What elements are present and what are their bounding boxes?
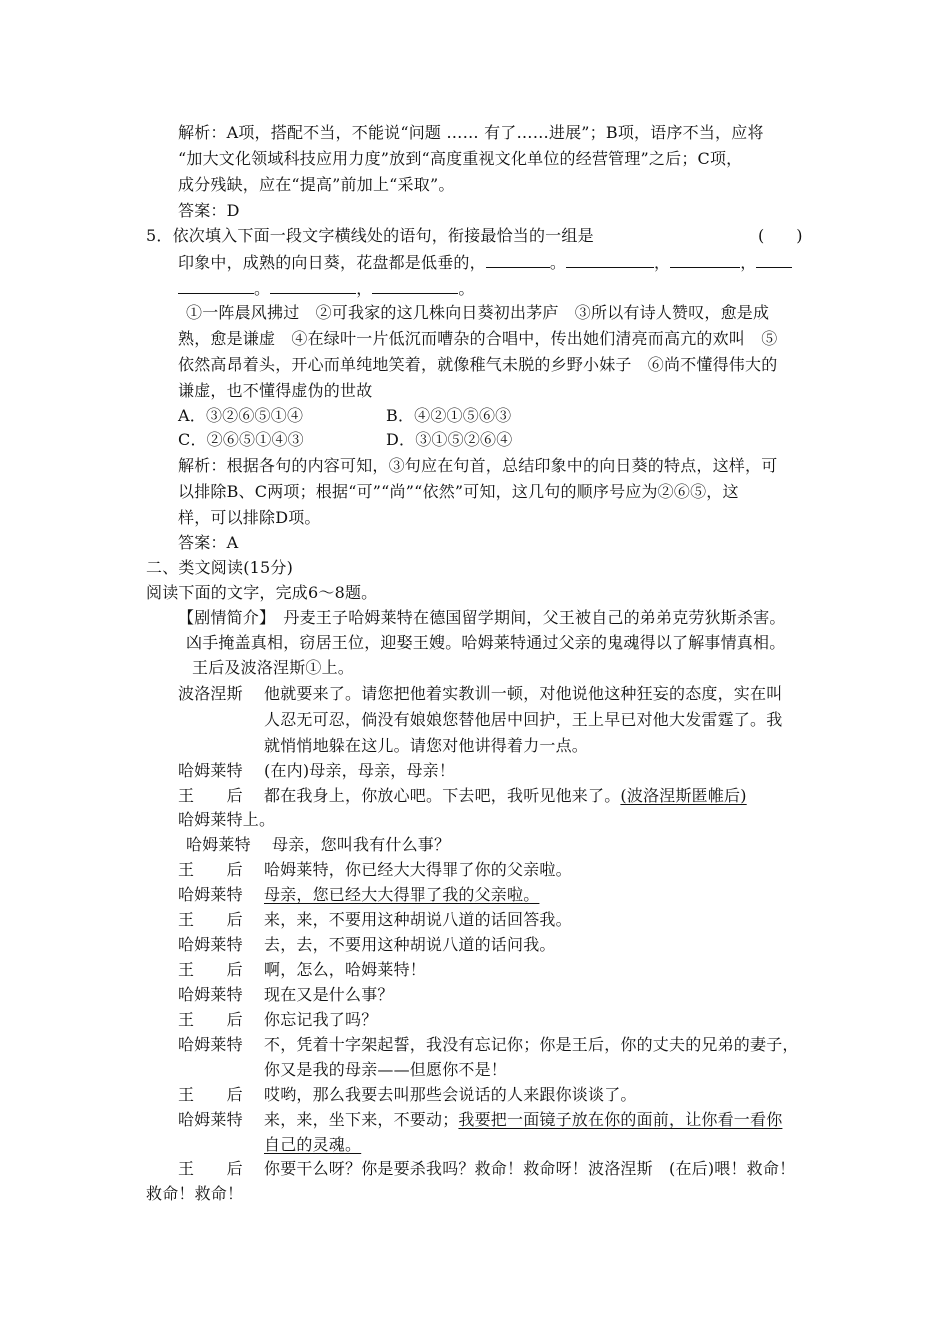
speaker-hamlet: 哈姆莱特 [178,1110,243,1129]
blank-4a [756,253,792,268]
hamlet-line-4: 去，去，不要用这种胡说八道的话问我。 [264,935,556,954]
queen-line-1-stage: (波洛涅斯匿帷后) [620,786,747,805]
q5-sentences-line-1: ①一阵晨风拂过 ②可我家的这几株向日葵初出茅庐 ③所以有诗人赞叹，愈是成 [186,303,770,322]
sep: 。 [549,253,567,272]
hamlet-line-7-underlined: 我要把一面镜子放在你的面前，让你看一看你 [458,1110,783,1129]
q5-passage-line-1 [178,252,792,274]
q4-answer: 答案：D [178,201,240,220]
q5-analysis-line-3: 样，可以排除D项。 [178,508,321,527]
speaker-queen: 王 后 [178,1010,243,1029]
q5-answer: 答案：A [178,533,239,552]
q4-analysis-line-2: “加大文化领域科技应用力度”放到“高度重视文化单位的经营管理”之后；C项， [178,149,743,168]
hamlet-line-6a: 不，凭着十字架起誓，我没有忘记你；你是王后，你的丈夫的兄弟的妻子， [264,1035,799,1054]
speaker-queen: 王 后 [178,786,243,805]
hamlet-line-5: 现在又是什么事？ [264,985,394,1004]
q5-choice-c: C．②⑥⑤①④③ [178,430,304,449]
q5-passage-line-2 [178,278,475,300]
hamlet-line-7-plain: 来，来，坐下来，不要动； [264,1110,459,1129]
synopsis-line-2: 凶手掩盖真相，窃居王位，迎娶王嫂。哈姆莱特通过父亲的鬼魂得以了解事情真相。 [186,633,786,652]
q4-analysis-line-1: 解析：A项，搭配不当，不能说“问题 …… 有了……进展”；B项，语序不当，应将 [178,123,764,142]
queen-line-6: 哎哟，那么我要去叫那些会说话的人来跟你谈谈了。 [264,1085,637,1104]
queen-line-4: 啊，怎么，哈姆莱特！ [264,960,427,979]
section-instruction: 阅读下面的文字，完成6～8题。 [146,583,378,602]
sep: ， [740,253,757,272]
speaker-hamlet: 哈姆莱特 [178,985,243,1004]
q5-passage-text: 印象中，成熟的向日葵，花盘都是低垂的， [178,253,486,272]
queen-line-3: 来，来，不要用这种胡说八道的话回答我。 [264,910,572,929]
queen-line-1-text: 都在我身上，你放心吧。下去吧，我听见他来了。 [264,786,621,805]
speaker-queen: 王 后 [178,860,243,879]
stage-direction-2: 哈姆莱特上。 [178,810,276,829]
q5-sentences-line-2: 熟，愈是谦虚 ④在绿叶一片低沉而嘈杂的合唱中，传出她们清亮而高亢的欢叫 ⑤ [178,329,778,348]
hamlet-line-7a [264,1109,782,1131]
stage-direction-1: 王后及波洛涅斯①上。 [192,658,355,677]
synopsis-line-1: 【剧情简介】 丹麦王子哈姆莱特在德国留学期间，父王被自己的弟弟克劳狄斯杀害。 [178,608,786,627]
q5-analysis-line-1: 解析：根据各句的内容可知，③句应在句首，总结印象中的向日葵的特点，这样，可 [178,456,778,475]
speaker-polonius: 波洛涅斯 [178,684,243,703]
polonius-line-1: 他就要来了。请您把他着实教训一顿，对他说他这种狂妄的态度，实在叫 [264,684,783,703]
hamlet-line-7b: 自己的灵魂。 [264,1135,362,1154]
hamlet-line-2: 母亲，您叫我有什么事？ [272,835,451,854]
blank-4b [178,279,254,294]
blank-1 [486,253,550,268]
q5-choice-d: D．③①⑤②⑥④ [386,430,513,449]
q5-sentences-line-3: 依然高昂着头，开心而单纯地笑着，就像稚气未脱的乡野小妹子 ⑥尚不懂得伟大的 [178,355,778,374]
q5-choice-a: A．③②⑥⑤①④ [178,406,304,425]
speaker-queen: 王 后 [178,960,243,979]
queen-line-7b: 救命！救命！ [146,1184,244,1203]
speaker-hamlet: 哈姆莱特 [178,761,243,780]
blank-6 [372,279,458,294]
speaker-hamlet: 哈姆莱特 [178,1035,243,1054]
sep: ， [356,279,373,298]
speaker-queen: 王 后 [178,910,243,929]
queen-line-7a: 你要干么呀？你是要杀我吗？救命！救命呀！波洛涅斯 (在后)喂！救命！ [264,1159,796,1178]
speaker-hamlet: 哈姆莱特 [186,835,251,854]
hamlet-line-1: (在内)母亲，母亲，母亲！ [264,761,456,780]
q5-analysis-line-2: 以排除B、C两项；根据“可”“尚”“依然”可知，这几句的顺序号应为②⑥⑤，这 [178,482,739,501]
blank-5 [270,279,356,294]
polonius-line-2: 人忍无可忍，倘没有娘娘您替他居中回护，王上早已对他大发雷霆了。我 [264,710,783,729]
q4-analysis-line-3: 成分残缺，应在“提高”前加上“采取”。 [178,175,455,194]
polonius-line-3: 就悄悄地躲在这儿。请您对他讲得着力一点。 [264,736,589,755]
hamlet-line-6b: 你又是我的母亲——但愿你不是！ [264,1060,508,1079]
q5-sentences-line-4: 谦虚，也不懂得虚伪的世故 [178,381,373,400]
blank-3 [670,253,740,268]
q5-choice-b: B．④②①⑤⑥③ [386,406,512,425]
sep: 。 [254,279,271,298]
queen-line-5: 你忘记我了吗？ [264,1010,378,1029]
section-heading: 二、类文阅读(15分) [146,558,294,577]
hamlet-line-3: 母亲，您已经大大得罪了我的父亲啦。 [264,885,540,904]
sep: ， [654,253,671,272]
speaker-queen: 王 后 [178,1085,243,1104]
queen-line-2: 哈姆莱特，你已经大大得罪了你的父亲啦。 [264,860,572,879]
q5-stem: 5．依次填入下面一段文字横线处的语句，衔接最恰当的一组是 [146,226,594,245]
speaker-hamlet: 哈姆莱特 [178,935,243,954]
q5-answer-parentheses: ( ) [758,226,803,245]
speaker-queen: 王 后 [178,1159,243,1178]
sep: 。 [458,279,475,298]
blank-2 [566,253,654,268]
speaker-hamlet: 哈姆莱特 [178,885,243,904]
queen-line-1 [264,785,747,807]
